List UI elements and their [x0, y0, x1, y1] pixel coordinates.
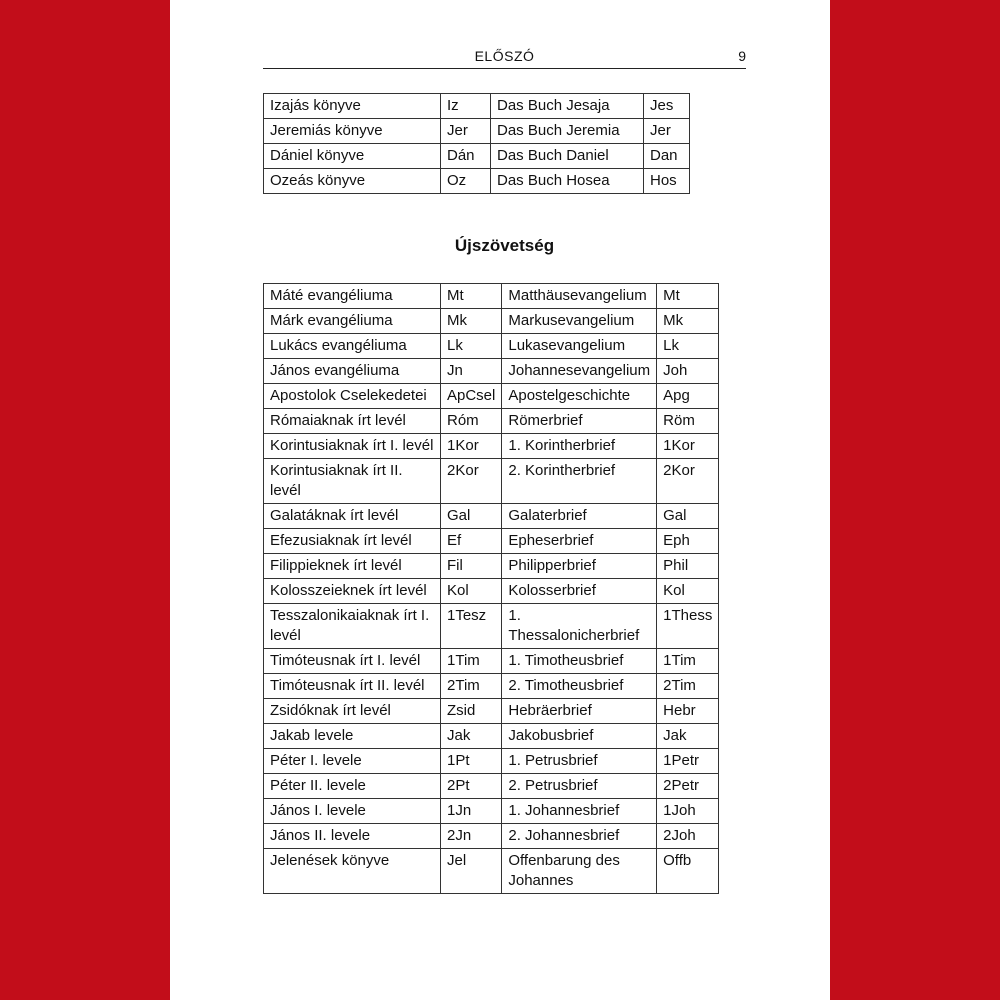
new-testament-table [263, 283, 719, 894]
table-row [264, 604, 719, 649]
table-row [264, 284, 719, 309]
table-row [264, 724, 719, 749]
german-name-cell: Das Buch Daniel [491, 144, 644, 169]
german-abbr-cell: Mk [657, 309, 719, 334]
hungarian-name-cell: Jakab levele [264, 724, 441, 749]
hungarian-abbr-cell: 1Pt [441, 749, 502, 774]
hungarian-abbr-cell: Jel [441, 849, 502, 894]
table-row [264, 579, 719, 604]
german-abbr-cell: Mt [657, 284, 719, 309]
table-row [264, 309, 719, 334]
hungarian-abbr-cell: 2Pt [441, 774, 502, 799]
german-name-cell: Philipperbrief [502, 554, 657, 579]
table-row [264, 144, 690, 169]
hungarian-name-cell: János evangéliuma [264, 359, 441, 384]
german-abbr-cell: 1Petr [657, 749, 719, 774]
german-abbr-cell: Röm [657, 409, 719, 434]
hungarian-abbr-cell: Jn [441, 359, 502, 384]
german-abbr-cell: 1Tim [657, 649, 719, 674]
german-name-cell: Epheserbrief [502, 529, 657, 554]
german-abbr-cell: Joh [657, 359, 719, 384]
german-name-cell: Lukasevangelium [502, 334, 657, 359]
german-abbr-cell: Lk [657, 334, 719, 359]
hungarian-name-cell: Timóteusnak írt I. levél [264, 649, 441, 674]
german-name-cell: Römerbrief [502, 409, 657, 434]
table-row [264, 169, 690, 194]
hungarian-name-cell: Galatáknak írt levél [264, 504, 441, 529]
hungarian-abbr-cell: 2Kor [441, 459, 502, 504]
table-row [264, 529, 719, 554]
german-abbr-cell: 2Petr [657, 774, 719, 799]
hungarian-name-cell: János II. levele [264, 824, 441, 849]
german-abbr-cell: Apg [657, 384, 719, 409]
table-row [264, 554, 719, 579]
german-name-cell: Das Buch Jesaja [491, 94, 644, 119]
header-title: ELŐSZÓ [474, 48, 535, 64]
german-abbr-cell: Dan [644, 144, 690, 169]
hungarian-name-cell: János I. levele [264, 799, 441, 824]
hungarian-abbr-cell: Lk [441, 334, 502, 359]
hungarian-name-cell: Apostolok Cselekedetei [264, 384, 441, 409]
hungarian-abbr-cell: Mk [441, 309, 502, 334]
hungarian-abbr-cell: Gal [441, 504, 502, 529]
hungarian-name-cell: Korintusiaknak írt II. levél [264, 459, 441, 504]
german-abbr-cell: Gal [657, 504, 719, 529]
hungarian-abbr-cell: Fil [441, 554, 502, 579]
german-name-cell: 1. Timotheusbrief [502, 649, 657, 674]
german-name-cell: 1. Petrusbrief [502, 749, 657, 774]
hungarian-abbr-cell: 1Tesz [441, 604, 502, 649]
table-row [264, 774, 719, 799]
table-row [264, 674, 719, 699]
table-row [264, 749, 719, 774]
table-row [264, 649, 719, 674]
hungarian-abbr-cell: 2Tim [441, 674, 502, 699]
german-abbr-cell: 1Kor [657, 434, 719, 459]
hungarian-abbr-cell: Jer [441, 119, 491, 144]
hungarian-abbr-cell: Jak [441, 724, 502, 749]
hungarian-name-cell: Timóteusnak írt II. levél [264, 674, 441, 699]
hungarian-name-cell: Izajás könyve [264, 94, 441, 119]
hungarian-name-cell: Rómaiaknak írt levél [264, 409, 441, 434]
hungarian-name-cell: Márk evangéliuma [264, 309, 441, 334]
hungarian-name-cell: Dániel könyve [264, 144, 441, 169]
table-row [264, 434, 719, 459]
hungarian-abbr-cell: Iz [441, 94, 491, 119]
hungarian-name-cell: Filippieknek írt levél [264, 554, 441, 579]
table-row [264, 119, 690, 144]
german-abbr-cell: 2Tim [657, 674, 719, 699]
german-abbr-cell: 1Thess [657, 604, 719, 649]
german-abbr-cell: Kol [657, 579, 719, 604]
german-name-cell: Das Buch Hosea [491, 169, 644, 194]
german-abbr-cell: 1Joh [657, 799, 719, 824]
german-name-cell: Das Buch Jeremia [491, 119, 644, 144]
german-abbr-cell: Phil [657, 554, 719, 579]
hungarian-name-cell: Efezusiaknak írt levél [264, 529, 441, 554]
german-abbr-cell: Hos [644, 169, 690, 194]
german-name-cell: Hebräerbrief [502, 699, 657, 724]
hungarian-name-cell: Kolosszeieknek írt levél [264, 579, 441, 604]
hungarian-name-cell: Korintusiaknak írt I. levél [264, 434, 441, 459]
german-name-cell: Jakobusbrief [502, 724, 657, 749]
hungarian-abbr-cell: Zsid [441, 699, 502, 724]
hungarian-abbr-cell: 2Jn [441, 824, 502, 849]
hungarian-name-cell: Zsidóknak írt levél [264, 699, 441, 724]
german-abbr-cell: 2Joh [657, 824, 719, 849]
hungarian-name-cell: Tesszalonikaiaknak írt I. levél [264, 604, 441, 649]
hungarian-name-cell: Jelenések könyve [264, 849, 441, 894]
hungarian-abbr-cell: 1Kor [441, 434, 502, 459]
german-abbr-cell: Jes [644, 94, 690, 119]
table-row [264, 504, 719, 529]
table-row [264, 94, 690, 119]
table-row [264, 699, 719, 724]
page-number: 9 [738, 48, 746, 64]
german-name-cell: 2. Johannesbrief [502, 824, 657, 849]
section-heading: Újszövetség [454, 236, 555, 255]
table-row [264, 359, 719, 384]
german-abbr-cell: 2Kor [657, 459, 719, 504]
german-name-cell: Offenbarung des Johannes [502, 849, 657, 894]
table-row [264, 824, 719, 849]
german-abbr-cell: Jer [644, 119, 690, 144]
hungarian-abbr-cell: 1Tim [441, 649, 502, 674]
hungarian-abbr-cell: Oz [441, 169, 491, 194]
german-name-cell: 2. Timotheusbrief [502, 674, 657, 699]
table-row [264, 384, 719, 409]
hungarian-abbr-cell: ApCsel [441, 384, 502, 409]
running-header [263, 46, 746, 69]
german-abbr-cell: Eph [657, 529, 719, 554]
old-testament-table [263, 93, 690, 194]
hungarian-abbr-cell: Róm [441, 409, 502, 434]
hungarian-abbr-cell: Kol [441, 579, 502, 604]
table-row [264, 409, 719, 434]
hungarian-abbr-cell: 1Jn [441, 799, 502, 824]
table-row [264, 849, 719, 894]
hungarian-name-cell: Jeremiás könyve [264, 119, 441, 144]
german-name-cell: Johannesevangelium [502, 359, 657, 384]
german-name-cell: Markusevangelium [502, 309, 657, 334]
german-name-cell: Apostelgeschichte [502, 384, 657, 409]
german-name-cell: Galaterbrief [502, 504, 657, 529]
table-row [264, 334, 719, 359]
hungarian-abbr-cell: Ef [441, 529, 502, 554]
german-name-cell: 2. Korintherbrief [502, 459, 657, 504]
hungarian-name-cell: Péter II. levele [264, 774, 441, 799]
german-name-cell: Matthäusevangelium [502, 284, 657, 309]
hungarian-abbr-cell: Mt [441, 284, 502, 309]
hungarian-name-cell: Máté evangéliuma [264, 284, 441, 309]
table-row [264, 799, 719, 824]
german-name-cell: 1. Thessalonicherbrief [502, 604, 657, 649]
hungarian-name-cell: Péter I. levele [264, 749, 441, 774]
german-name-cell: 2. Petrusbrief [502, 774, 657, 799]
hungarian-abbr-cell: Dán [441, 144, 491, 169]
german-name-cell: Kolosserbrief [502, 579, 657, 604]
german-abbr-cell: Offb [657, 849, 719, 894]
hungarian-name-cell: Lukács evangéliuma [264, 334, 441, 359]
table-row [264, 459, 719, 504]
german-name-cell: 1. Korintherbrief [502, 434, 657, 459]
german-name-cell: 1. Johannesbrief [502, 799, 657, 824]
german-abbr-cell: Hebr [657, 699, 719, 724]
hungarian-name-cell: Ozeás könyve [264, 169, 441, 194]
page [170, 0, 830, 1000]
german-abbr-cell: Jak [657, 724, 719, 749]
